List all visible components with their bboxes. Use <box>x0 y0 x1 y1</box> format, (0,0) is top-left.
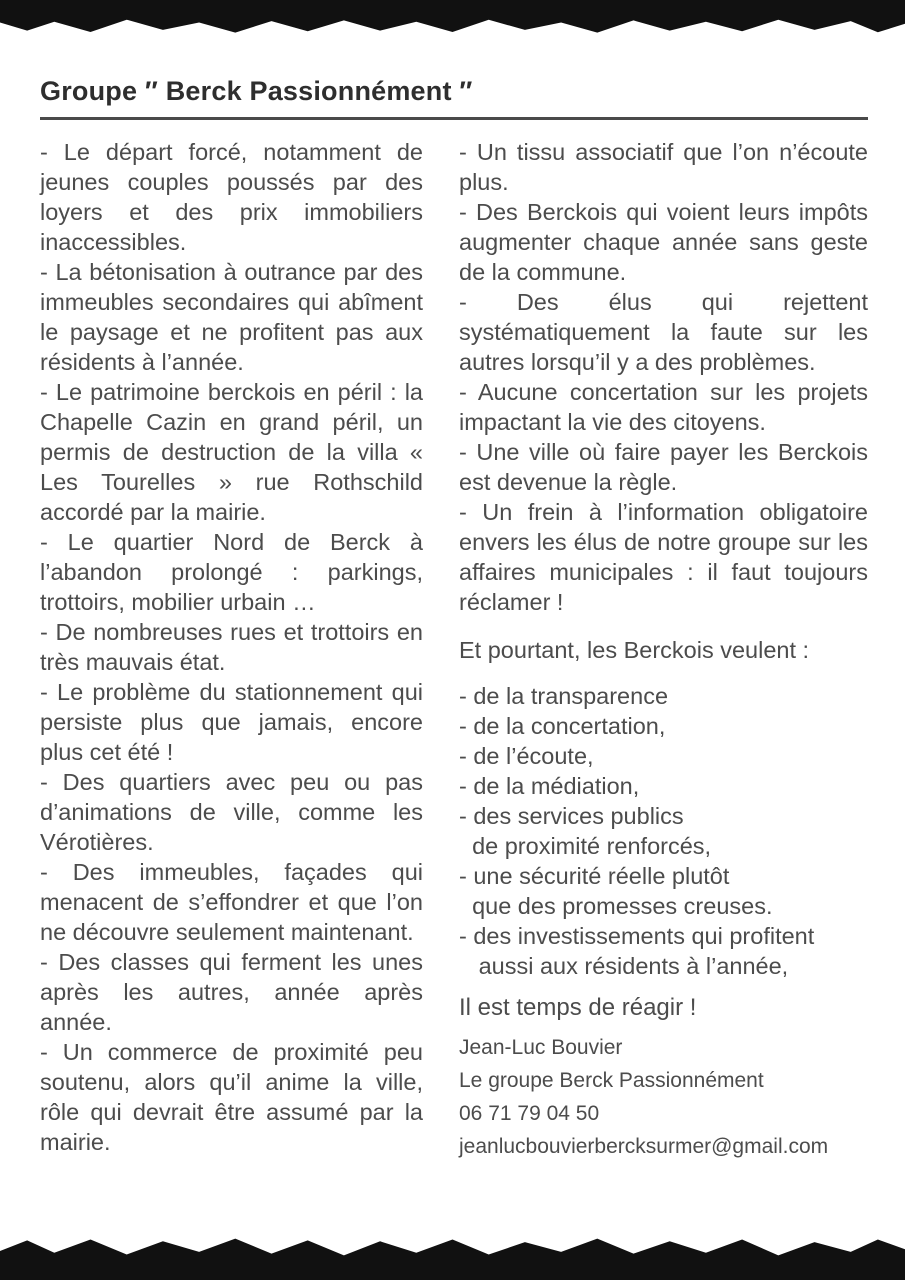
signature-group: Le groupe Berck Passionnément <box>459 1069 764 1092</box>
signature-block <box>459 1031 868 1163</box>
wants-heading: Et pourtant, les Berckois veulent : <box>459 637 810 663</box>
wants-list <box>459 681 868 981</box>
signature-name: Jean-Luc Bouvier <box>459 1036 623 1059</box>
bullet-item: - De nombreuses rues et trottoirs en très mauvais état. <box>40 619 423 675</box>
want-line: - une sécurité réelle plutôt <box>459 863 730 889</box>
bullet-item: - Une ville où faire payer les Berckois est devenue la règle. <box>459 439 868 495</box>
bullet-item: - La bétonisation à outrance par des immeubles secondaires qui abîment le paysage et ne profitent pas aux résidents à l’année. <box>40 259 423 375</box>
bullet-item: - Un tissu associatif que l’on n’écoute plus. <box>459 139 868 195</box>
want-line: aussi aux résidents à l’année, <box>459 953 789 979</box>
bullet-item: - Des élus qui rejettent systématiquement la faute sur les autres lorsqu’il y a des problèmes. <box>459 289 868 375</box>
bullet-item: - Des quartiers avec peu ou pas d’animations de ville, comme les Vérotières. <box>40 769 423 855</box>
want-line: - des investissements qui profitent <box>459 923 815 949</box>
bullet-item: - Des Berckois qui voient leurs impôts augmenter chaque année sans geste de la commune. <box>459 199 868 285</box>
bullet-item: - Le patrimoine berckois en péril : la Chapelle Cazin en grand péril, un permis de destruction de la villa « Les Tourelles » rue Rothschild accordé par la mairie. <box>40 379 423 525</box>
bullet-item: - Des classes qui ferment les unes après les autres, année après année. <box>40 949 423 1035</box>
want-line: - des services publics <box>459 803 684 829</box>
scan-edge-top-bar <box>0 0 905 34</box>
want-line: - de la transparence <box>459 683 669 709</box>
page-title: Groupe ″ Berck Passionnément ″ <box>40 76 473 106</box>
left-column <box>40 137 423 1163</box>
title-rule-divider <box>40 117 868 120</box>
bullet-item: - Le quartier Nord de Berck à l’abandon prolongé : parkings, trottoirs, mobilier urbain … <box>40 529 423 615</box>
want-line: que des promesses creuses. <box>459 893 773 919</box>
page-content <box>40 76 868 1163</box>
want-line: - de l’écoute, <box>459 743 594 769</box>
scan-edge-bottom-bar <box>0 1236 905 1280</box>
bullet-item: - Un commerce de proximité peu soutenu, alors qu’il anime la ville, rôle qui devrait être assumé par la mairie. <box>40 1039 423 1155</box>
right-bullet-list <box>459 137 868 617</box>
want-line: de proximité renforcés, <box>459 833 712 859</box>
want-line: - de la concertation, <box>459 713 666 739</box>
signature-email: jeanlucbouvierbercksurmer@gmail.com <box>459 1135 829 1158</box>
closing-line: Il est temps de réagir ! <box>459 994 697 1021</box>
bullet-item: - Le problème du stationnement qui persiste plus que jamais, encore plus cet été ! <box>40 679 423 765</box>
right-column <box>459 137 868 1163</box>
bullet-item: - Des immeubles, façades qui menacent de s’effondrer et que l’on ne découvre seulement maintenant. <box>40 859 423 945</box>
bullet-item: - Un frein à l’information obligatoire envers les élus de notre groupe sur les affaires municipales : il faut toujours réclamer ! <box>459 499 868 615</box>
bullet-item: - Le départ forcé, notamment de jeunes couples poussés par des loyers et des prix immobiliers inaccessibles. <box>40 139 423 255</box>
want-line: - de la médiation, <box>459 773 640 799</box>
bullet-item: - Aucune concertation sur les projets impactant la vie des citoyens. <box>459 379 868 435</box>
signature-phone: 06 71 79 04 50 <box>459 1102 600 1125</box>
two-column-layout <box>40 137 868 1163</box>
